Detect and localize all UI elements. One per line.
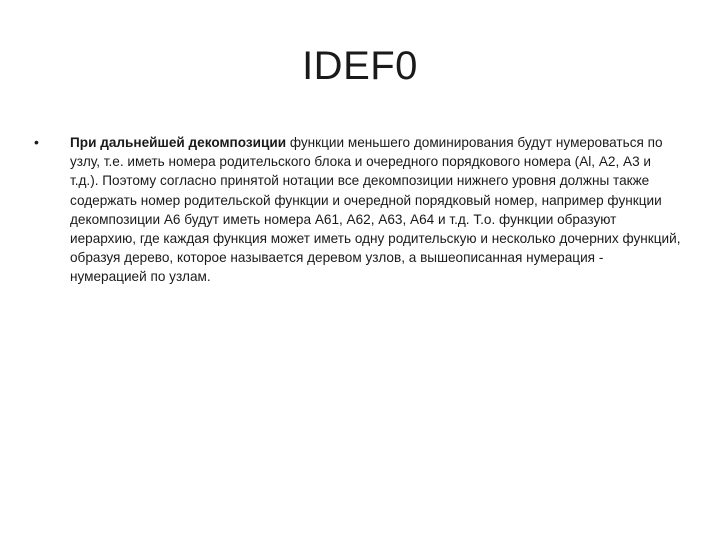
bullet-marker: • (34, 134, 39, 150)
bullet-paragraph (70, 133, 682, 287)
slide-title: IDEF0 (302, 44, 418, 88)
paragraph-bold-lead: При дальнейшей декомпозиции (70, 135, 287, 150)
paragraph-body: функции меньшего доминирования будут нумероваться по узлу, т.е. иметь номера родительского блока и очередного порядкового номера (Al, А2, A3 и т.д.). Поэтому согласно принятой нотации все декомпозиции нижнего уровня должны также содержать номер родительской функции и очередной порядковый номер, например функции декомпозиции А6 будут иметь номера А61, А62, А63, А64 и т.д. Т.о. функции образуют иерархию, где каждая функция может иметь одну родительскую и несколько дочерних функций, образуя дерево, которое называется деревом узлов, а вышеописанная нумерация - нумерацией по узлам. (70, 135, 681, 285)
